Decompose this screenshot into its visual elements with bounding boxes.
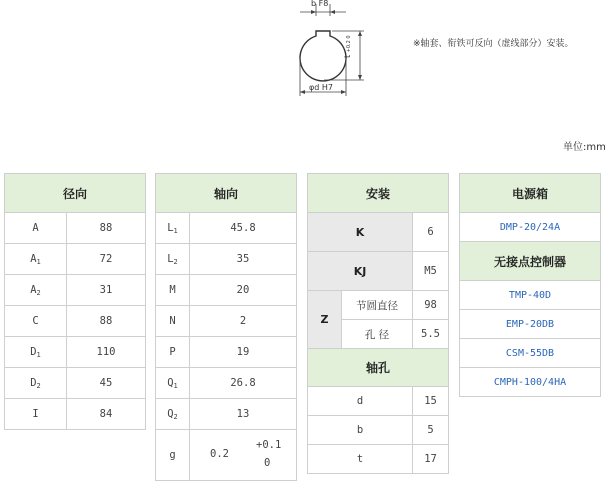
- shaft-hole-title: 轴孔: [308, 349, 449, 387]
- dim-value: 110: [67, 337, 146, 368]
- table-row: $D_1$ 110: [5, 337, 146, 368]
- dim-key: g: [156, 430, 190, 481]
- table-row: [5, 399, 146, 430]
- table-row: $L_2$ 35: [156, 244, 297, 275]
- axial-table: [155, 173, 297, 481]
- table-row: [308, 445, 449, 474]
- g-tol-lower: 0: [264, 457, 271, 469]
- dim-value: 19: [190, 337, 297, 368]
- table-row: [5, 306, 146, 337]
- dim-value: 72: [67, 244, 146, 275]
- dim-value: 26.8: [190, 368, 297, 399]
- table-row: [460, 310, 601, 339]
- radial-title: 径向: [5, 174, 146, 213]
- table-row: [156, 275, 297, 306]
- table-row: [156, 337, 297, 368]
- dim-key: D: [30, 376, 37, 389]
- z-label: Z: [308, 291, 342, 349]
- power-table: [459, 173, 601, 397]
- keyway-label: b F8: [311, 0, 329, 8]
- dim-value: 35: [190, 244, 297, 275]
- table-row: [460, 368, 601, 397]
- dim-value: 15: [413, 387, 449, 416]
- kj-label: KJ: [308, 252, 413, 291]
- dim-value: 31: [67, 275, 146, 306]
- k-label: K: [308, 213, 413, 252]
- dim-key: t: [308, 445, 413, 474]
- table-row: $Q_2$ 13: [156, 399, 297, 430]
- dim-key: b: [308, 416, 413, 445]
- dim-key: L: [167, 221, 174, 234]
- dim-value: 20: [190, 275, 297, 306]
- dim-key: Q: [167, 407, 174, 420]
- dim-value: 5: [413, 416, 449, 445]
- dim-key: A: [32, 222, 39, 234]
- dim-value: 88: [67, 213, 146, 244]
- table-row: $A_1$ 72: [5, 244, 146, 275]
- controller-link[interactable]: TMP-40D: [460, 281, 601, 310]
- pitch-value: 98: [413, 291, 449, 320]
- table-row: [5, 213, 146, 244]
- dim-key: A: [30, 252, 37, 265]
- install-table: [307, 173, 449, 474]
- controller-link[interactable]: EMP-20DB: [460, 310, 601, 339]
- dim-key: d: [308, 387, 413, 416]
- table-row: [156, 306, 297, 337]
- dim-value: 84: [67, 399, 146, 430]
- dim-value: 2: [190, 306, 297, 337]
- table-row: [308, 416, 449, 445]
- contactless-title: 无接点控制器: [460, 242, 601, 281]
- dim-key: Q: [167, 376, 174, 389]
- g-value: 0.2: [210, 448, 229, 460]
- table-row: [308, 387, 449, 416]
- table-row: [460, 213, 601, 242]
- controller-link[interactable]: CSM-55DB: [460, 339, 601, 368]
- hole-label: 孔 径: [342, 320, 413, 349]
- dim-key: N: [169, 315, 176, 327]
- table-row: [156, 430, 297, 481]
- radial-table: [4, 173, 146, 430]
- table-row: [308, 291, 449, 320]
- install-note: ※轴套、衔铁可反向（虚线部分）安装。: [413, 39, 574, 49]
- controller-link[interactable]: CMPH-100/4HA: [460, 368, 601, 397]
- table-row: $Q_1$ 26.8: [156, 368, 297, 399]
- dim-value: 88: [67, 306, 146, 337]
- dim-key: L: [167, 252, 174, 265]
- dim-key: A: [30, 283, 37, 296]
- table-row: [308, 252, 449, 291]
- unit-label: 单位:mm: [563, 142, 606, 153]
- table-row: [460, 281, 601, 310]
- bore-label: φd H7: [309, 83, 334, 92]
- axial-title: 轴向: [156, 174, 297, 213]
- dim-key: M: [169, 284, 176, 296]
- dim-value: 45.8: [190, 213, 297, 244]
- table-row: [308, 213, 449, 252]
- g-tol-upper: +0.1: [256, 439, 282, 451]
- pitch-label: 节圆直径: [342, 291, 413, 320]
- dim-key: C: [32, 315, 39, 327]
- dim-value: 13: [190, 399, 297, 430]
- install-title: 安装: [308, 174, 449, 213]
- dim-value: 17: [413, 445, 449, 474]
- depth-label: t +0.2 0: [343, 35, 352, 58]
- table-row: $D_2$ 45: [5, 368, 146, 399]
- dim-value: 45: [67, 368, 146, 399]
- table-row: $A_2$ 31: [5, 275, 146, 306]
- dim-key: D: [30, 345, 37, 358]
- k-value: 6: [413, 213, 449, 252]
- table-row: [460, 339, 601, 368]
- dim-key: I: [32, 408, 39, 420]
- dim-key: P: [169, 346, 176, 358]
- hole-value: 5.5: [413, 320, 449, 349]
- power-title: 电源箱: [460, 174, 601, 213]
- table-row: $L_1$ 45.8: [156, 213, 297, 244]
- power-item-link[interactable]: DMP-20/24A: [460, 213, 601, 242]
- kj-value: M5: [413, 252, 449, 291]
